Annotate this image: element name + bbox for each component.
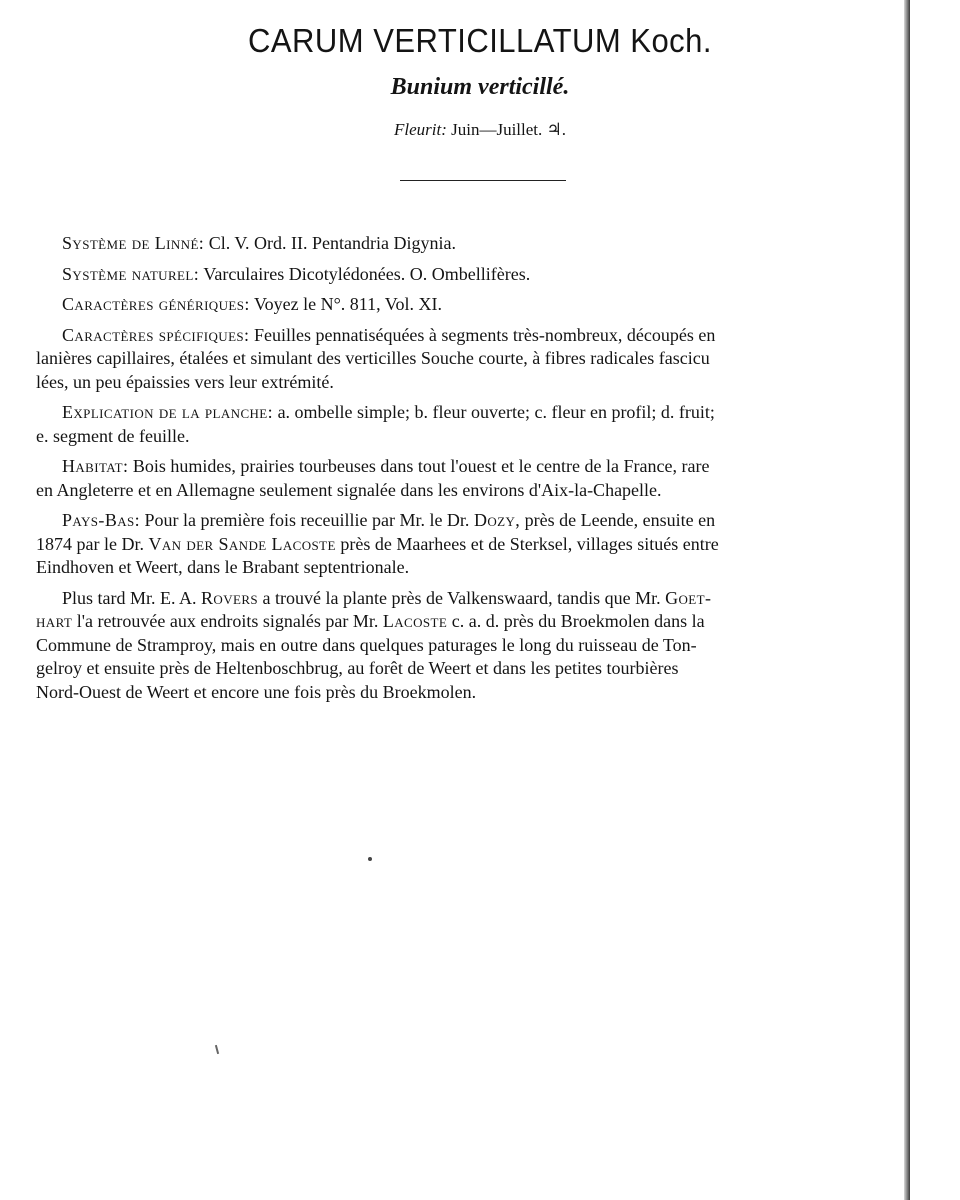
- print-speck: [215, 1045, 219, 1054]
- description-body: [36, 232, 912, 711]
- page-title: CARUM VERTICILLATUM Koch.: [248, 22, 712, 59]
- section-naturel: [62, 263, 912, 287]
- section-pays-bas: Pays-Bas: Pour la première fois receuillie par Mr. le Dr. Dozy, près de Leende, ensuite en 1874 par le Dr. Van der Sande Lacoste près de Maarhees et de Sterksel, villages situés entre Eindhoven et Weert, dans le Brabant septentrionale.: [62, 509, 912, 580]
- section-label: Système de Linné:: [62, 233, 205, 253]
- person-name: Lacoste: [382, 611, 448, 631]
- section-text: Varculaires Dicotylédonées. O. Ombellifères.: [203, 263, 531, 284]
- flowering-line: [0, 120, 960, 140]
- section-text: a. ombelle simple; b. fleur ouverte; c. fleur en profil; d. fruit;: [277, 402, 715, 422]
- section-text: Feuilles pennatiséquées à segments très-nombreux, découpés en: [253, 324, 716, 345]
- section-text: e. segment de feuille.: [36, 425, 190, 446]
- section-explication: [36, 401, 912, 448]
- page-subtitle: Bunium verticillé.: [390, 74, 570, 100]
- person-name: Goet-: [665, 587, 712, 608]
- person-name: hart: [36, 611, 73, 631]
- section-generiques: [62, 293, 912, 317]
- section-plus-tard: Plus tard Mr. E. A. Rovers a trouvé la plante près de Valkenswaard, tandis que Mr. Goet- hart l'a retrouvée aux endroits signalés par Mr. Lacoste c. a. d. près du Broekmolen dans la Commune de Stramproy, mais en outre dans quelques paturages le long du ruisseau de Ton- gelroy et ensuite près de Heltenboschbrug, au forêt de Weert et dans les petites tourbières Nord-Ouest de Weert et encore une fois près du Broekmolen.: [62, 587, 912, 705]
- section-text: Commune de Stramproy, mais en outre dans quelques paturages le long du ruisseau de Ton-: [36, 634, 697, 655]
- section-text: gelroy et ensuite près de Heltenboschbrug, au forêt de Weert et dans les petites tourbières: [36, 658, 679, 678]
- section-text: lées, un peu épaissies vers leur extrémité.: [36, 371, 334, 392]
- section-label: Explication de la planche:: [62, 402, 274, 422]
- section-label: Pays-Bas:: [62, 510, 141, 530]
- title-divider: [400, 180, 566, 181]
- person-name: Van der Sande Lacoste: [148, 533, 336, 554]
- section-habitat: [36, 455, 912, 502]
- person-name: Dozy,: [473, 510, 521, 530]
- section-text: Voyez le N°. 811, Vol. XI.: [253, 294, 442, 314]
- section-linne: [62, 232, 912, 256]
- section-text: Nord-Ouest de Weert et encore une fois près du Broekmolen.: [36, 681, 477, 702]
- section-label: Système naturel:: [62, 263, 200, 284]
- section-text: lanières capillaires, étalées et simulant des verticilles Souche courte, à fibres radicales fascicu: [36, 348, 710, 368]
- section-specifiques: [36, 324, 912, 395]
- flowering-label: Fleurit:: [393, 120, 447, 139]
- print-speck: [368, 857, 372, 861]
- section-label: Habitat:: [62, 456, 129, 476]
- section-label: Caractères génériques:: [62, 294, 250, 314]
- section-text: Eindhoven et Weert, dans le Brabant septentrionale.: [36, 557, 410, 577]
- section-text: en Angleterre et en Allemagne seulement signalée dans les environs d'Aix-la-Chapelle.: [36, 479, 662, 500]
- person-name: Rovers: [201, 587, 259, 608]
- section-label: Caractères spécifiques:: [62, 324, 250, 345]
- section-text: Cl. V. Ord. II. Pentandria Digynia.: [208, 233, 456, 253]
- section-text: Bois humides, prairies tourbeuses dans tout l'ouest et le centre de la France, rare: [132, 456, 710, 476]
- flowering-value: Juin—Juillet. ♃.: [451, 120, 567, 139]
